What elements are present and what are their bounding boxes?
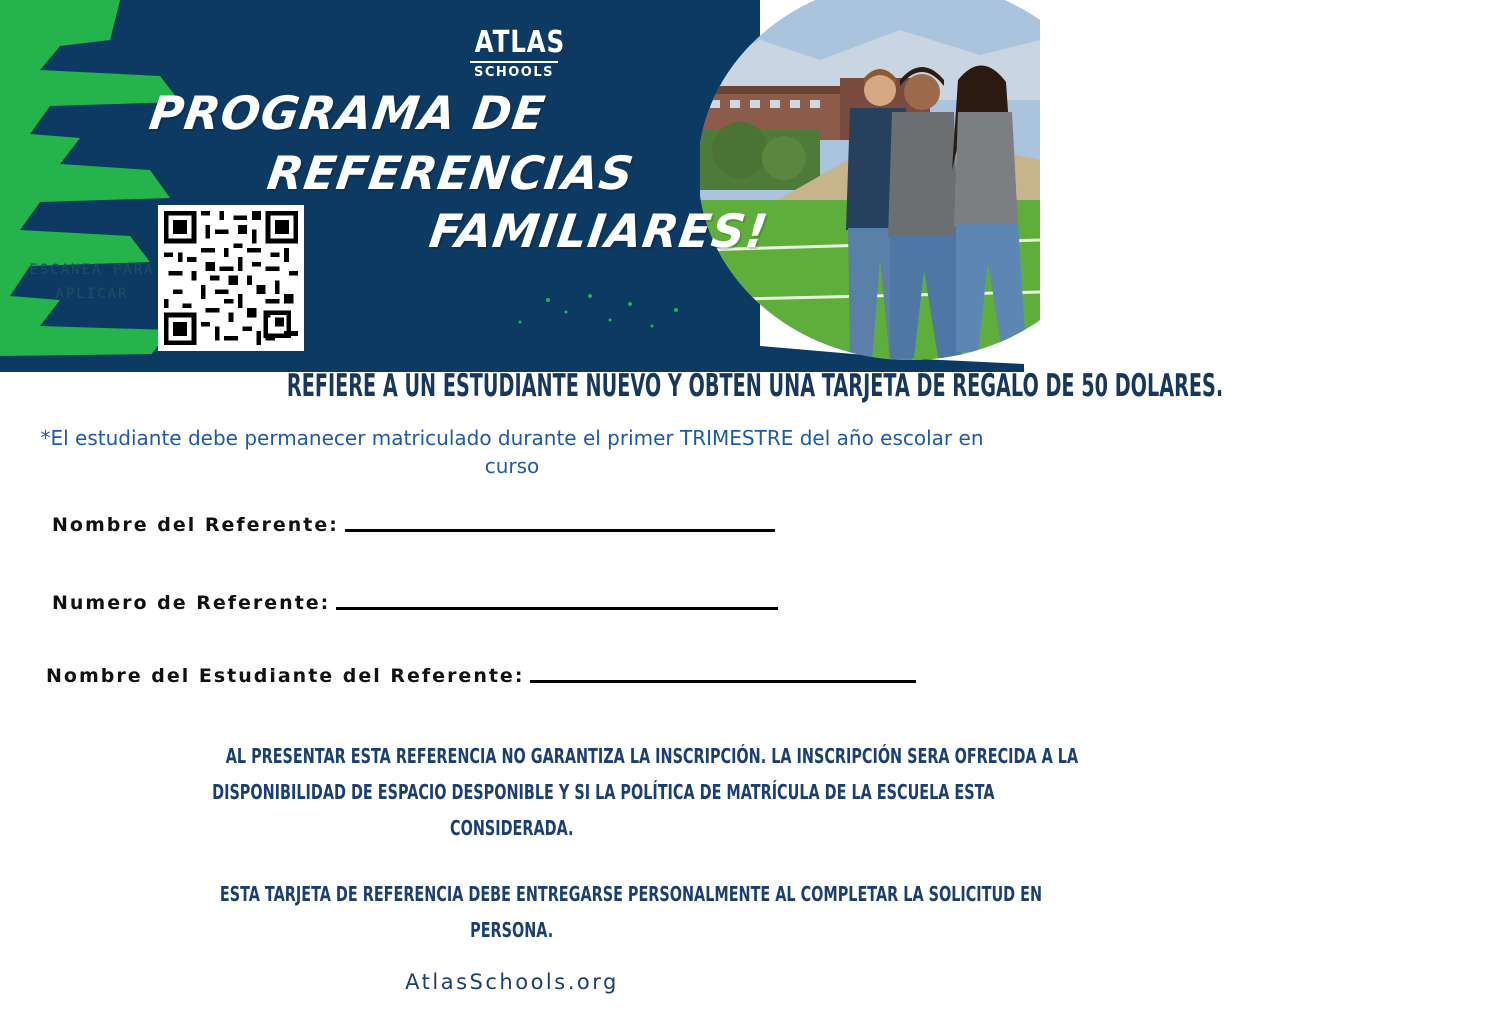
offer-title-text: REFIERE A UN ESTUDIANTE NUEVO Y OBTEN UNA TARJETA DE REGALO DE 50 DOLARES. xyxy=(286,368,1224,404)
delivery-line-2: PERSONA. xyxy=(470,918,554,942)
referrer-name-field[interactable] xyxy=(52,514,775,536)
logo-name: ATLAS xyxy=(474,25,566,60)
referrer-student-label: Nombre del Estudiante del Referente: xyxy=(46,665,525,687)
delivery-notice xyxy=(60,876,1043,948)
qr-caption-line-2: APLICAR xyxy=(55,286,129,302)
referrer-student-field[interactable] xyxy=(46,665,916,687)
qr-code-icon xyxy=(164,211,298,345)
headline-line-1: PROGRAMA DE xyxy=(146,86,549,140)
logo-divider xyxy=(470,61,558,63)
enrollment-disclaimer xyxy=(60,738,1079,846)
students-photo xyxy=(700,0,1040,372)
logo-subtitle: SCHOOLS xyxy=(473,65,555,80)
website-link[interactable]: AtlasSchools.org xyxy=(405,970,619,994)
headline-line-3: FAMILIARES! xyxy=(426,204,772,258)
header-banner xyxy=(0,0,1024,372)
offer-condition: *El estudiante debe permanecer matriculado durante el primer TRIMESTRE del año escolar en curso xyxy=(40,426,984,478)
disclaimer-line-2: DISPONIBILIDAD DE ESPACIO DESPONIBLE Y SI LA POLÍTICA DE MATRÍCULA DE LA ESCUELA ESTA xyxy=(212,780,995,804)
referrer-number-label: Numero de Referente: xyxy=(52,592,331,614)
atlas-logo xyxy=(466,25,566,80)
offer-title xyxy=(0,368,1224,404)
referrer-number-line[interactable] xyxy=(336,607,778,610)
disclaimer-line-1: AL PRESENTAR ESTA REFERENCIA NO GARANTIZA LA INSCRIPCIÓN. LA INSCRIPCIÓN SERA OFRECIDA A LA xyxy=(225,744,1079,768)
qr-code[interactable] xyxy=(158,205,304,351)
qr-caption xyxy=(18,258,166,306)
referrer-name-label: Nombre del Referente: xyxy=(52,514,339,536)
referrer-name-line[interactable] xyxy=(345,529,775,532)
headline-line-2: REFERENCIAS xyxy=(264,146,638,200)
disclaimer-line-3: CONSIDERADA. xyxy=(450,816,574,840)
delivery-line-1: ESTA TARJETA DE REFERENCIA DEBE ENTREGARSE PERSONALMENTE AL COMPLETAR LA SOLICITUD EN xyxy=(219,882,1043,906)
referrer-number-field[interactable] xyxy=(52,592,778,614)
qr-caption-line-1: ESCANEA PARA xyxy=(29,262,155,278)
referrer-student-line[interactable] xyxy=(530,680,916,683)
